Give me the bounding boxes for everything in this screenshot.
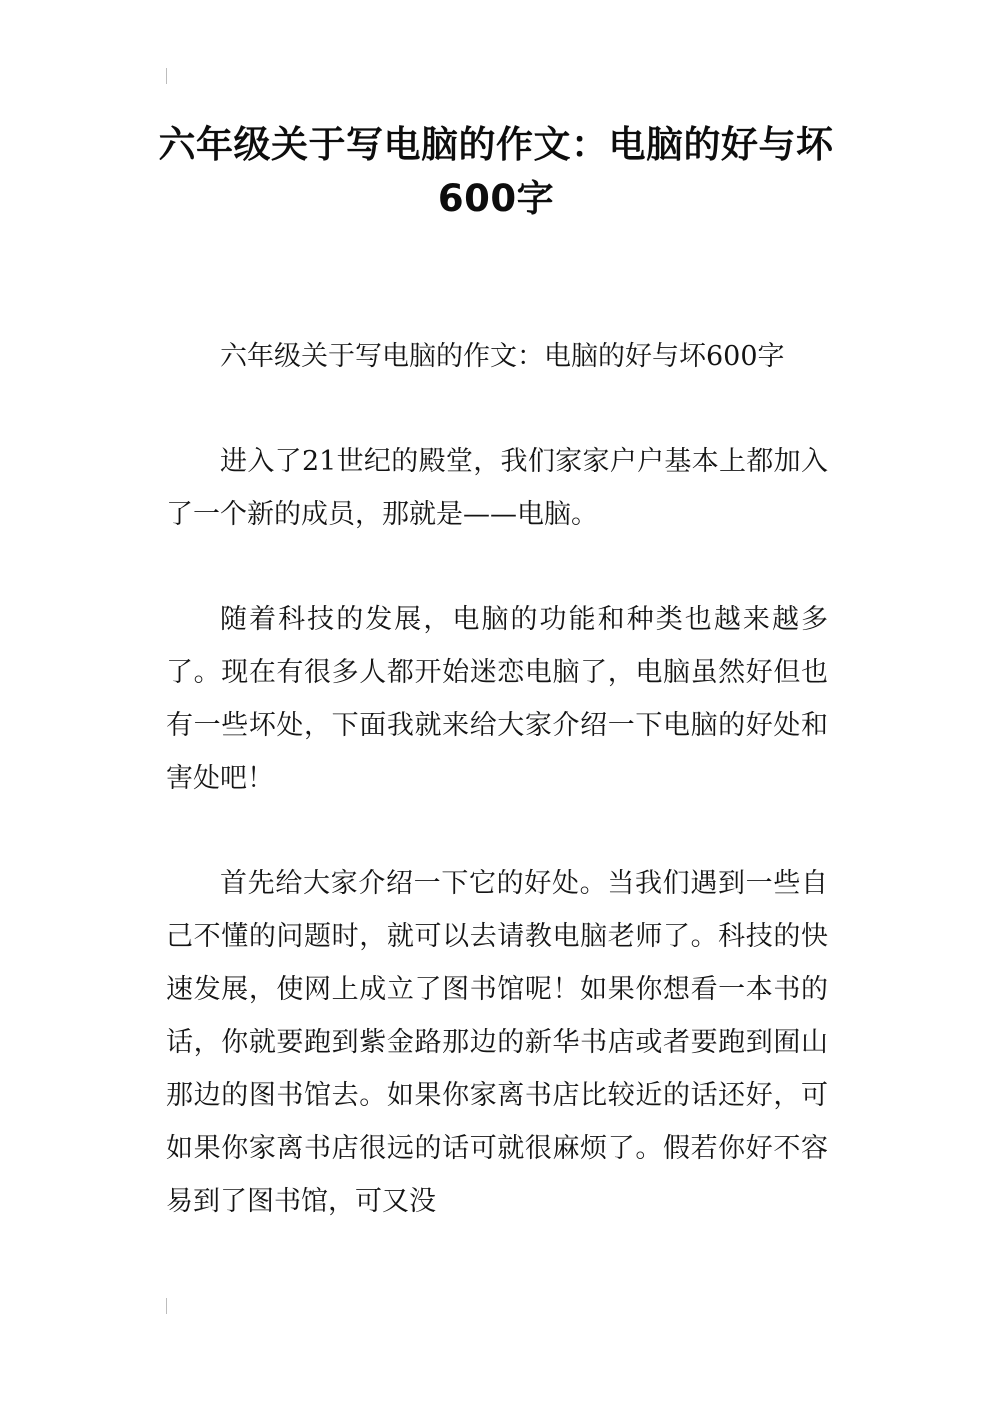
page-corner-mark-top (166, 68, 167, 84)
paragraph-intro-title: 六年级关于写电脑的作文：电脑的好与坏600字 (220, 341, 785, 372)
page-corner-mark-bottom (166, 1298, 167, 1314)
paragraph-2: 随着科技的发展，电脑的功能和种类也越来越多了。现在有很多人都开始迷恋电脑了，电脑虽然好但也有一些坏处，下面我就来给大家介绍一下电脑的好处和害处吧！ (166, 604, 828, 794)
paragraph-1: 进入了21世纪的殿堂，我们家家户户基本上都加入了一个新的成员，那就是——电脑。 (166, 446, 828, 530)
page-title: 六年级关于写电脑的作文：电脑的好与坏600字 (158, 123, 834, 220)
paragraph-3: 首先给大家介绍一下它的好处。当我们遇到一些自己不懂的问题时，就可以去请教电脑老师了。科技的快速发展，使网上成立了图书馆呢！如果你想看一本书的话，你就要跑到紫金路那边的新华书店或者要跑到囿山那边的图书馆去。如果你家离书店比较近的话还好，可如果你家离书店很远的话可就很麻烦了。假若你好不容易到了图书馆，可又没 (166, 868, 828, 1217)
article-body (166, 330, 828, 1280)
